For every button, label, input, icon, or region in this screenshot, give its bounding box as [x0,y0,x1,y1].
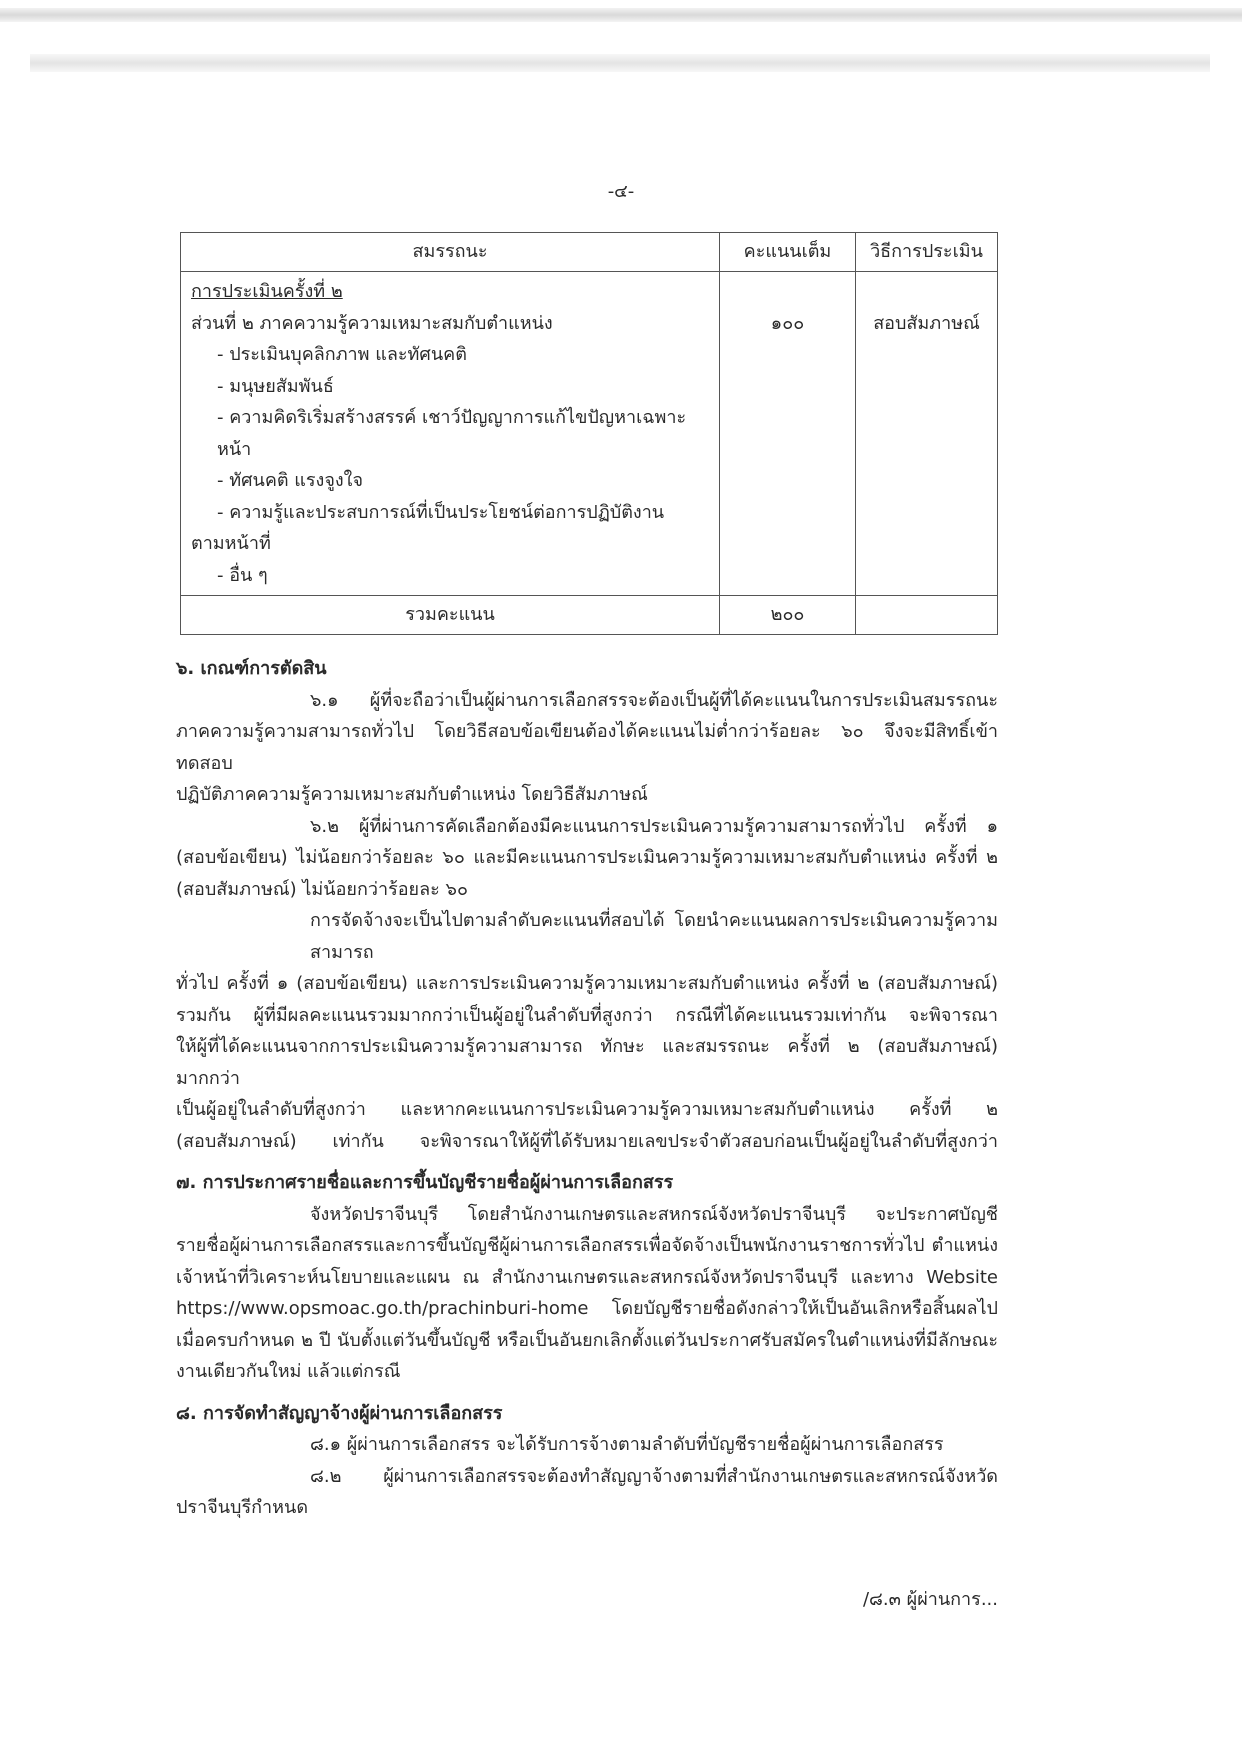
section7-heading: ๗. การประกาศรายชื่อและการขึ้นบัญชีรายชื่อผู้ผ่านการเลือกสรร [176,1172,674,1193]
section6-line: เป็นผู้อยู่ในลำดับที่สูงกว่า และหากคะแนนการประเมินความรู้ความเหมาะสมกับตำแหน่ง ครั้งที่ ๒ [176,1099,998,1120]
section6-line: (สอบสัมภาษณ์) ไม่น้อยกว่าร้อยละ ๖๐ [176,878,468,900]
total-row [181,596,998,635]
score-cell: ๑๐๐ [720,272,856,596]
section6-line: รวมกัน ผู้ที่มีผลคะแนนรวมมากกว่าเป็นผู้อยู่ในลำดับที่สูงกว่า กรณีที่ได้คะแนนรวมเท่ากัน จะพิจารณา [176,1004,998,1026]
header-competency: สมรรถนะ [181,233,720,272]
section7-line: รายชื่อผู้ผ่านการเลือกสรรและการขึ้นบัญชีผู้ผ่านการเลือกสรรเพื่อจัดจ้างเป็นพนักงานราชการทั่วไป ตำแหน่ง [176,1235,998,1256]
section7-line: เมื่อครบกำหนด ๒ ปี นับตั้งแต่วันขึ้นบัญชี หรือเป็นอันยกเลิกตั้งแต่วันประกาศรับสมัครในตำแหน่งที่มีลักษณะ [176,1329,998,1351]
section8-line: ๘.๑ ผู้ผ่านการเลือกสรร จะได้รับการจ้างตามลำดับที่บัญชีรายชื่อผู้ผ่านการเลือกสรร [310,1434,944,1455]
continuation-note: /๘.๓ ผู้ผ่านการ... [862,1588,998,1610]
section6-line: ปฏิบัติภาคความรู้ความเหมาะสมกับตำแหน่ง โดยวิธีสัมภาษณ์ [176,784,648,805]
list-item: - ความรู้และประสบการณ์ที่เป็นประโยชน์ต่อการปฏิบัติงาน [217,501,665,523]
section6-line: ภาคความรู้ความสามารถทั่วไป โดยวิธีสอบข้อเขียนต้องได้คะแนนไม่ต่ำกว่าร้อยละ ๖๐ จึงจะมีสิทธิ์เข้าทดสอบ [176,721,998,774]
competency-cell [181,272,720,596]
section8-line: ๘.๒ ผู้ผ่านการเลือกสรรจะต้องทำสัญญาจ้างตามที่สำนักงานเกษตรและสหกรณ์จังหวัด [310,1465,998,1487]
section8-line: ปราจีนบุรีกำหนด [176,1497,309,1518]
total-empty-cell [856,596,998,635]
section6-line: ทั่วไป ครั้งที่ ๑ (สอบข้อเขียน) และการประเมินความรู้ความเหมาะสมกับตำแหน่ง ครั้งที่ ๒ (สอบสัมภาษณ์) [176,973,998,994]
list-item: - อื่น ๆ [217,564,268,586]
page-number: -๔- [607,181,635,202]
section7-line: เจ้าหน้าที่วิเคราะห์นโยบายและแผน ณ สำนักงานเกษตรและสหกรณ์จังหวัดปราจีนบุรี และทาง Website [176,1266,998,1288]
list-item: - ความคิดริเริ่มสร้างสรรค์ เชาว์ปัญญาการแก้ไขปัญหาเฉพาะหน้า [217,407,687,460]
part-title: ส่วนที่ ๒ ภาคความรู้ความเหมาะสมกับตำแหน่ง [191,312,553,334]
list-item-continuation: ตามหน้าที่ [191,533,271,554]
section6-line: ๖.๒ ผู้ที่ผ่านการคัดเลือกต้องมีคะแนนการประเมินความรู้ความสามารถทั่วไป ครั้งที่ ๑ [310,815,998,837]
section7-line: https://www.opsmoac.go.th/prachinburi-home โดยบัญชีรายชื่อดังกล่าวให้เป็นอันเลิกหรือสิ้นผลไป [176,1298,998,1319]
list-item: - มนุษยสัมพันธ์ [217,375,334,397]
document-body [176,232,998,1655]
section6-line: ให้ผู้ที่ได้คะแนนจากการประเมินความรู้ความสามารถ ทักษะ และสมรรถนะ ครั้งที่ ๒ (สอบสัมภาษณ์) มากกว่า [176,1036,998,1089]
table-row [181,272,998,596]
list-item: - ทัศนคติ แรงจูงใจ [217,470,363,491]
section8-heading: ๘. การจัดทำสัญญาจ้างผู้ผ่านการเลือกสรร [176,1402,503,1424]
list-item: - ประเมินบุคลิกภาพ และทัศนคติ [217,344,467,365]
section6-line: ๖.๑ ผู้ที่จะถือว่าเป็นผู้ผ่านการเลือกสรรจะต้องเป็นผู้ที่ได้คะแนนในการประเมินสมรรถนะ [310,689,998,711]
header-method: วิธีการประเมิน [856,233,998,272]
total-score: ๒๐๐ [720,596,856,635]
section6-line: (สอบสัมภาษณ์) เท่ากัน จะพิจารณาให้ผู้ที่ได้รับหมายเลขประจำตัวสอบก่อนเป็นผู้อยู่ในลำดับที่สูงกว่า [176,1130,998,1152]
section7-line: จังหวัดปราจีนบุรี โดยสำนักงานเกษตรและสหกรณ์จังหวัดปราจีนบุรี จะประกาศบัญชี [310,1203,998,1225]
method-cell: สอบสัมภาษณ์ [856,272,998,596]
section-title: การประเมินครั้งที่ ๒ [191,281,343,302]
competency-table [180,232,998,635]
total-label: รวมคะแนน [181,596,720,635]
header-full-score: คะแนนเต็ม [720,233,856,272]
table-header-row [181,233,998,272]
section6-line: การจัดจ้างจะเป็นไปตามลำดับคะแนนที่สอบได้ โดยนำคะแนนผลการประเมินความรู้ความสามารถ [310,910,998,963]
scan-shadow-band [30,54,1210,72]
section6-line: (สอบข้อเขียน) ไม่น้อยกว่าร้อยละ ๖๐ และมีคะแนนการประเมินความรู้ความเหมาะสมกับตำแหน่ง ครั้งที่ ๒ [176,847,998,868]
section7-line: งานเดียวกันใหม่ แล้วแต่กรณี [176,1361,401,1382]
scan-edge-band [0,8,1242,22]
section6-heading: ๖. เกณฑ์การตัดสิน [176,658,327,679]
